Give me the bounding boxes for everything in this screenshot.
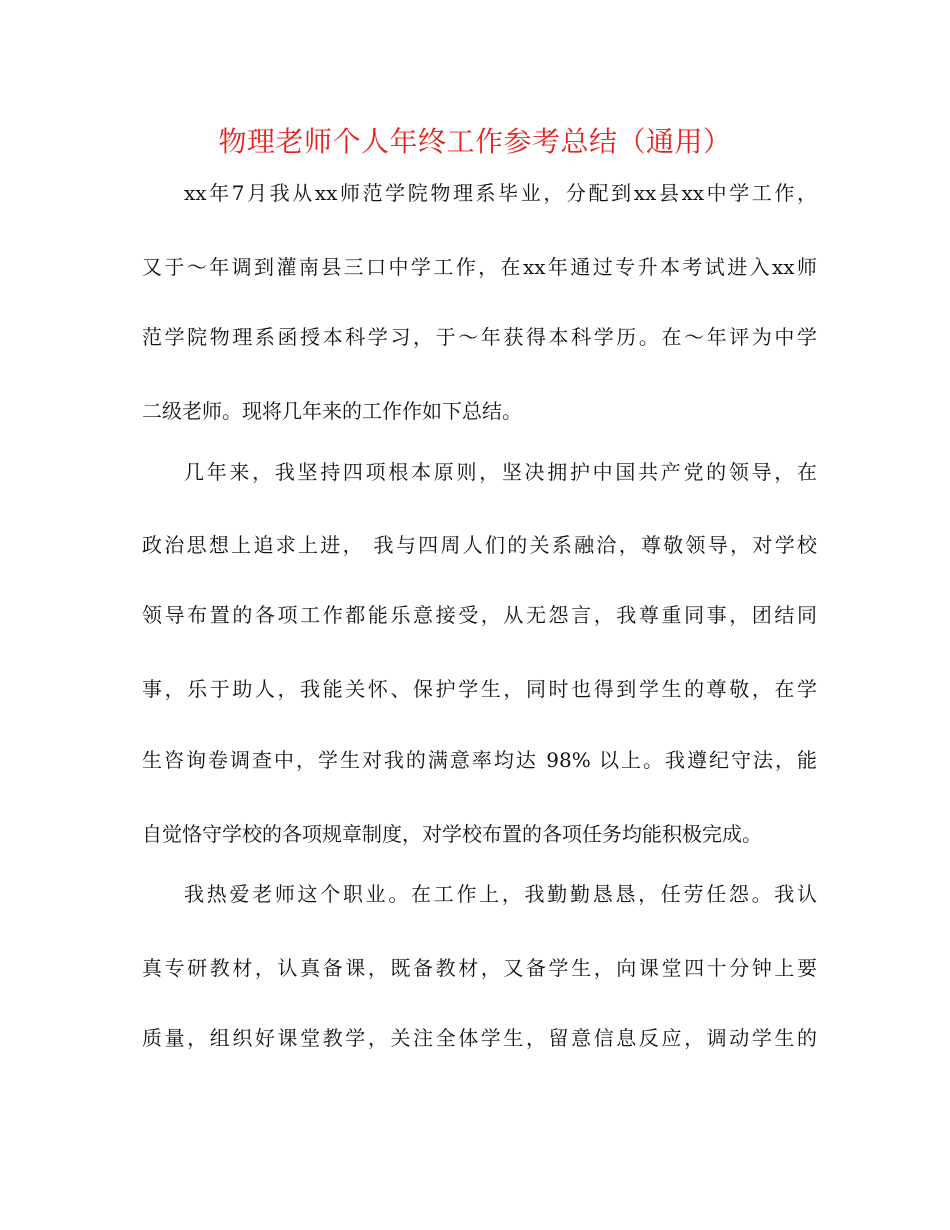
paragraph-2-line-2: 政治思想上追求上进， 我与四周人们的关系融洽，尊敬领导，对学校 [142, 533, 817, 557]
paragraph-2-line-5: 生咨询卷调查中，学生对我的满意率均达 98% 以上。我遵纪守法，能 [142, 748, 817, 772]
paragraph-2-line-3: 领导布置的各项工作都能乐意接受，从无怨言，我尊重同事，团结同 [142, 603, 817, 627]
paragraph-3-line-1: 我热爱老师这个职业。在工作上，我勤勤恳恳，任劳任怨。我认 [184, 882, 817, 906]
paragraph-1-line-3: 范学院物理系函授本科学习，于～年获得本科学历。在～年评为中学 [142, 325, 817, 349]
paragraph-3-line-3: 质量，组织好课堂教学，关注全体学生，留意信息反应，调动学生的 [142, 1026, 817, 1050]
paragraph-1-line-1: xx年7月我从xx师范学院物理系毕业，分配到xx县xx中学工作， [184, 181, 817, 205]
paragraph-1-line-4: 二级老师。现将几年来的工作作如下总结。 [142, 399, 522, 423]
paragraph-2-line-6: 自觉恪守学校的各项规章制度，对学校布置的各项任务均能积极完成。 [142, 822, 762, 846]
document-title: 物理老师个人年终工作参考总结（通用） [218, 125, 732, 158]
paragraph-2-line-1: 几年来，我坚持四项根本原则，坚决拥护中国共产党的领导，在 [184, 460, 817, 484]
paragraph-1-line-2: 又于～年调到灌南县三口中学工作，在xx年通过专升本考试进入xx师 [142, 255, 817, 279]
paragraph-2-line-4: 事，乐于助人，我能关怀、保护学生，同时也得到学生的尊敬，在学 [142, 677, 817, 701]
paragraph-3-line-2: 真专研教材，认真备课，既备教材，又备学生，向课堂四十分钟上要 [142, 956, 817, 980]
